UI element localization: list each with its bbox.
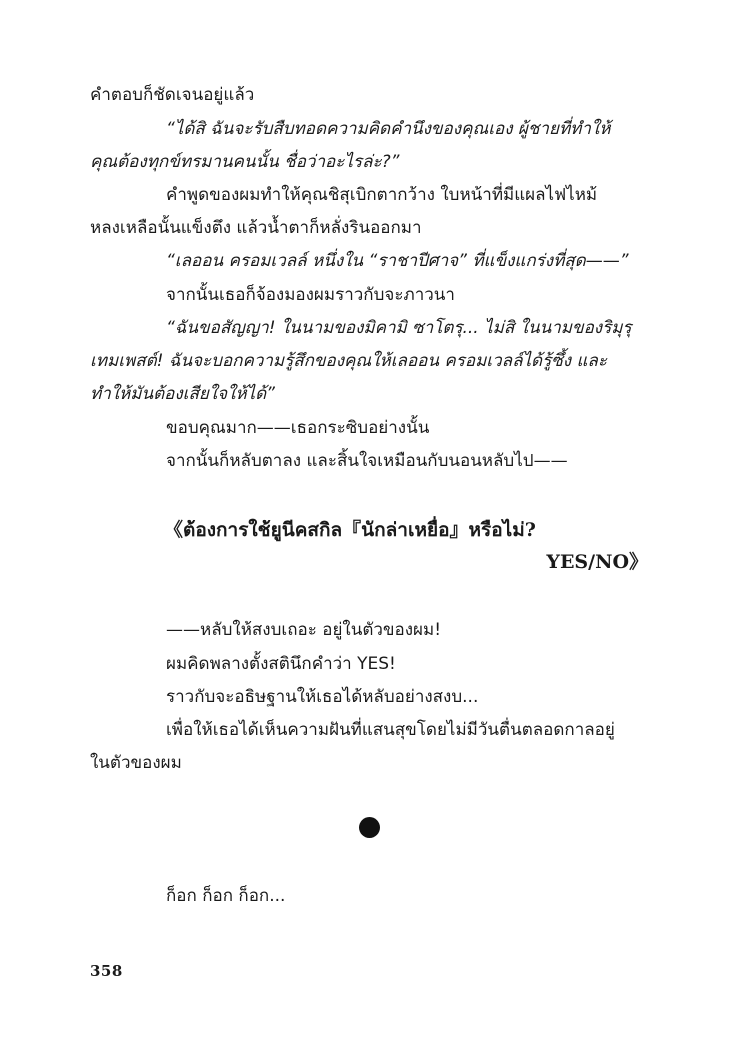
system-message-line-2: YES/NO》: [546, 551, 648, 573]
paragraph-line: ผมคิดพลางตั้งสตินึกคำว่า YES!: [166, 654, 396, 674]
paragraph-line: ราวกับจะอธิษฐานให้เธอได้หลับอย่างสงบ...: [166, 687, 479, 707]
paragraph-line: ในตัวของผม: [90, 753, 182, 773]
paragraph-line: จากนั้นก็หลับตาลง และสิ้นใจเหมือนกับนอนหลับไป——: [166, 451, 568, 471]
dialogue-line: “ได้สิ ฉันจะรับสืบทอดความคิดคำนึงของคุณเอง ผู้ชายที่ทำให้: [166, 119, 611, 139]
paragraph-line: หลงเหลือนั้นแข็งตึง แล้วน้ำตาก็หลั่งรินออกมา: [90, 218, 422, 238]
paragraph-line: ก็อก ก็อก ก็อก...: [166, 886, 286, 906]
system-message-line-1: 《ต้องการใช้ยูนีคสกิล『นักล่าเหยื่อ』หรือไม่?: [164, 519, 536, 541]
page-number: 358: [90, 962, 123, 980]
paragraph-line: ขอบคุณมาก——เธอกระซิบอย่างนั้น: [166, 418, 430, 438]
paragraph-line: จากนั้นเธอก็จ้องมองผมราวกับจะภาวนา: [166, 285, 455, 305]
dialogue-line: ทำให้มันต้องเสียใจให้ได้”: [90, 384, 275, 404]
dialogue-line: “ฉันขอสัญญา! ในนามของมิคามิ ซาโตรุ... ไม่สิ ในนามของริมุรุ: [166, 318, 632, 338]
section-break-dot-icon: [359, 817, 380, 838]
dialogue-line: คุณต้องทุกข์ทรมานคนนั้น ชื่อว่าอะไรล่ะ?”: [90, 152, 400, 172]
paragraph-line: เพื่อให้เธอได้เห็นความฝันที่แสนสุขโดยไม่มีวันตื่นตลอดกาลอยู่: [166, 720, 615, 740]
dialogue-line: เทมเพสต์! ฉันจะบอกความรู้สึกของคุณให้เลออน ครอมเวลล์ได้รู้ซึ้ง และ: [90, 351, 607, 371]
dialogue-line: “เลออน ครอมเวลล์ หนึ่งใน “ราชาปีศาจ” ที่แข็งแกร่งที่สุด——”: [166, 251, 629, 271]
paragraph-line: ——หลับให้สงบเถอะ อยู่ในตัวของผม!: [166, 620, 442, 640]
paragraph-line: คำพูดของผมทำให้คุณชิสุเบิกตากว้าง ใบหน้าที่มีแผลไฟไหม้: [166, 185, 598, 205]
paragraph-line: คำตอบก็ชัดเจนอยู่แล้ว: [90, 85, 255, 105]
